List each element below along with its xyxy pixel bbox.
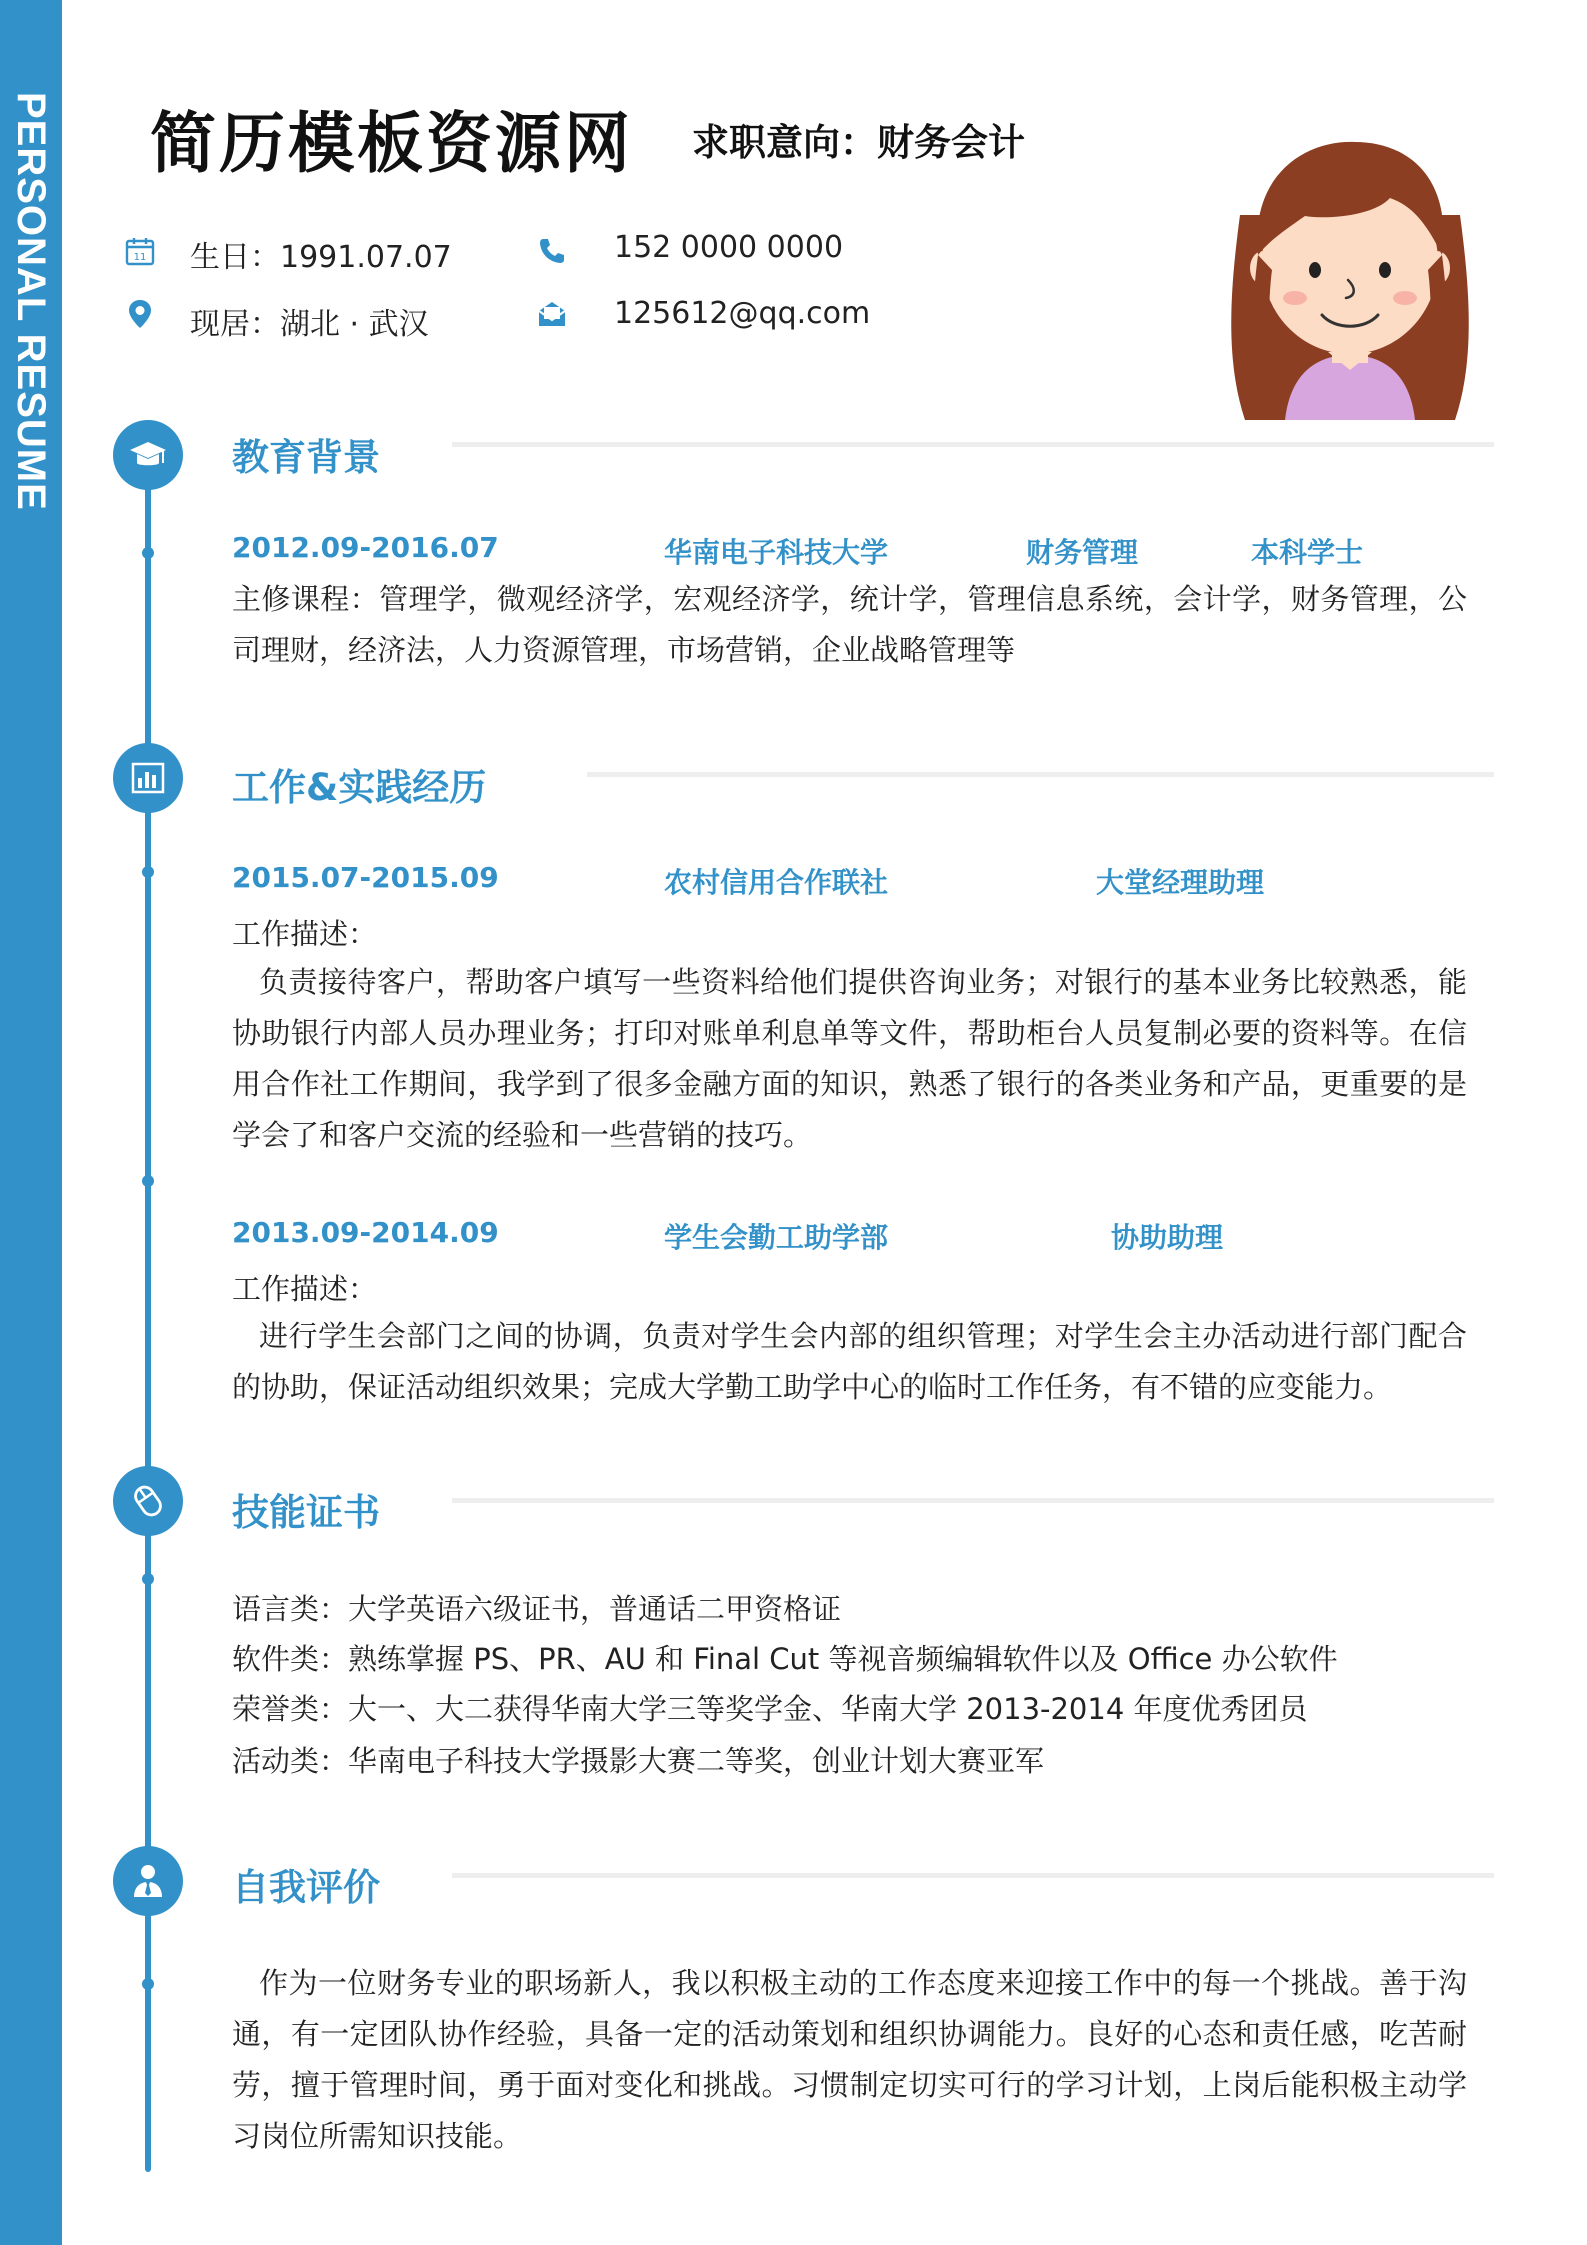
job-intent: 求职意向：财务会计 [692, 121, 1025, 164]
page-title: 简历模板资源网 [150, 105, 633, 182]
user-tie-icon [113, 1846, 183, 1916]
education-school: 华南电子科技大学 [664, 536, 889, 569]
mouse-icon [113, 1466, 183, 1536]
work-date: 2013.09-2014.09 [232, 1216, 499, 1249]
skill-item: 软件类：熟练掌握 PS、PR、AU 和 Final Cut 等视音频编辑软件以及 Office 办公软件 [232, 1642, 1338, 1676]
envelope-icon [536, 298, 568, 330]
work-description: 进行学生会部门之间的协调，负责对学生会内部的组织管理；对学生会主办活动进行部门配合的协助，保证活动组织效果；完成大学勤工助学中心的临时工作任务，有不错的应变能力。 [232, 1319, 1467, 1404]
sidebar-label: PERSONAL RESUME [9, 92, 53, 511]
timeline-line [145, 480, 151, 2172]
section-title-education: 教育背景 [232, 436, 380, 479]
timeline-dot [142, 1978, 154, 1990]
svg-text:11: 11 [133, 252, 147, 263]
phone-number: 152 0000 0000 [614, 230, 844, 265]
timeline-dot [142, 1573, 154, 1585]
section-divider [452, 1873, 1494, 1878]
work-date: 2015.07-2015.09 [232, 861, 499, 894]
section-title-skills: 技能证书 [232, 1491, 380, 1534]
phone-icon [536, 235, 568, 267]
calendar-icon [124, 235, 156, 267]
education-date: 2012.09-2016.07 [232, 531, 499, 564]
section-divider [452, 442, 1494, 447]
work-desc-label: 工作描述： [232, 917, 378, 951]
graduation-cap-icon [113, 420, 183, 490]
work-org: 学生会勤工助学部 [664, 1221, 889, 1254]
education-courses: 主修课程：管理学，微观经济学，宏观经济学，统计学，管理信息系统，会计学，财务管理，公司理财，经济法，人力资源管理，市场营销，企业战略管理等 [232, 582, 1467, 667]
section-title-work: 工作&实践经历 [232, 766, 487, 809]
work-desc-label: 工作描述： [232, 1272, 378, 1306]
work-description: 负责接待客户，帮助客户填写一些资料给他们提供咨询业务；对银行的基本业务比较熟悉，能协助银行内部人员办理业务；打印对账单利息单等文件，帮助柜台人员复制必要的资料等。在信用合作社工作期间，我学到了很多金融方面的知识，熟悉了银行的各类业务和产品，更重要的是学会了和客户交流的经验和一些营销的技巧。 [232, 965, 1467, 1152]
education-major: 财务管理 [1026, 536, 1139, 569]
work-org: 农村信用合作联社 [664, 866, 889, 899]
work-role: 大堂经理助理 [1096, 866, 1265, 899]
sidebar [0, 0, 62, 2245]
section-title-self-evaluation: 自我评价 [232, 1866, 380, 1909]
section-divider [587, 772, 1494, 777]
email-address: 125612@qq.com [614, 296, 871, 331]
current-location: 现居：湖北 · 武汉 [190, 307, 429, 342]
skill-item: 荣誉类：大一、大二获得华南大学三等奖学金、华南大学 2013-2014 年度优秀团员 [232, 1692, 1308, 1726]
bar-chart-icon [113, 743, 183, 813]
timeline-dot [142, 866, 154, 878]
timeline-dot [142, 1175, 154, 1187]
skill-item: 语言类：大学英语六级证书，普通话二甲资格证 [232, 1592, 842, 1626]
education-degree: 本科学士 [1251, 536, 1364, 569]
self-evaluation-text: 作为一位财务专业的职场新人，我以积极主动的工作态度来迎接工作中的每一个挑战。善于沟通，有一定团队协作经验，具备一定的活动策划和组织协调能力。良好的心态和责任感，吃苦耐劳，擅于管理时间，勇于面对变化和挑战。习惯制定切实可行的学习计划，上岗后能积极主动学习岗位所需知识技能。 [232, 1966, 1467, 2153]
avatar [1210, 120, 1490, 430]
section-divider [452, 1498, 1494, 1503]
map-pin-icon [124, 298, 156, 330]
birthday: 生日：1991.07.07 [190, 240, 452, 275]
timeline-dot [142, 547, 154, 559]
skill-item: 活动类：华南电子科技大学摄影大赛二等奖，创业计划大赛亚军 [232, 1744, 1045, 1778]
work-role: 协助助理 [1111, 1221, 1224, 1254]
